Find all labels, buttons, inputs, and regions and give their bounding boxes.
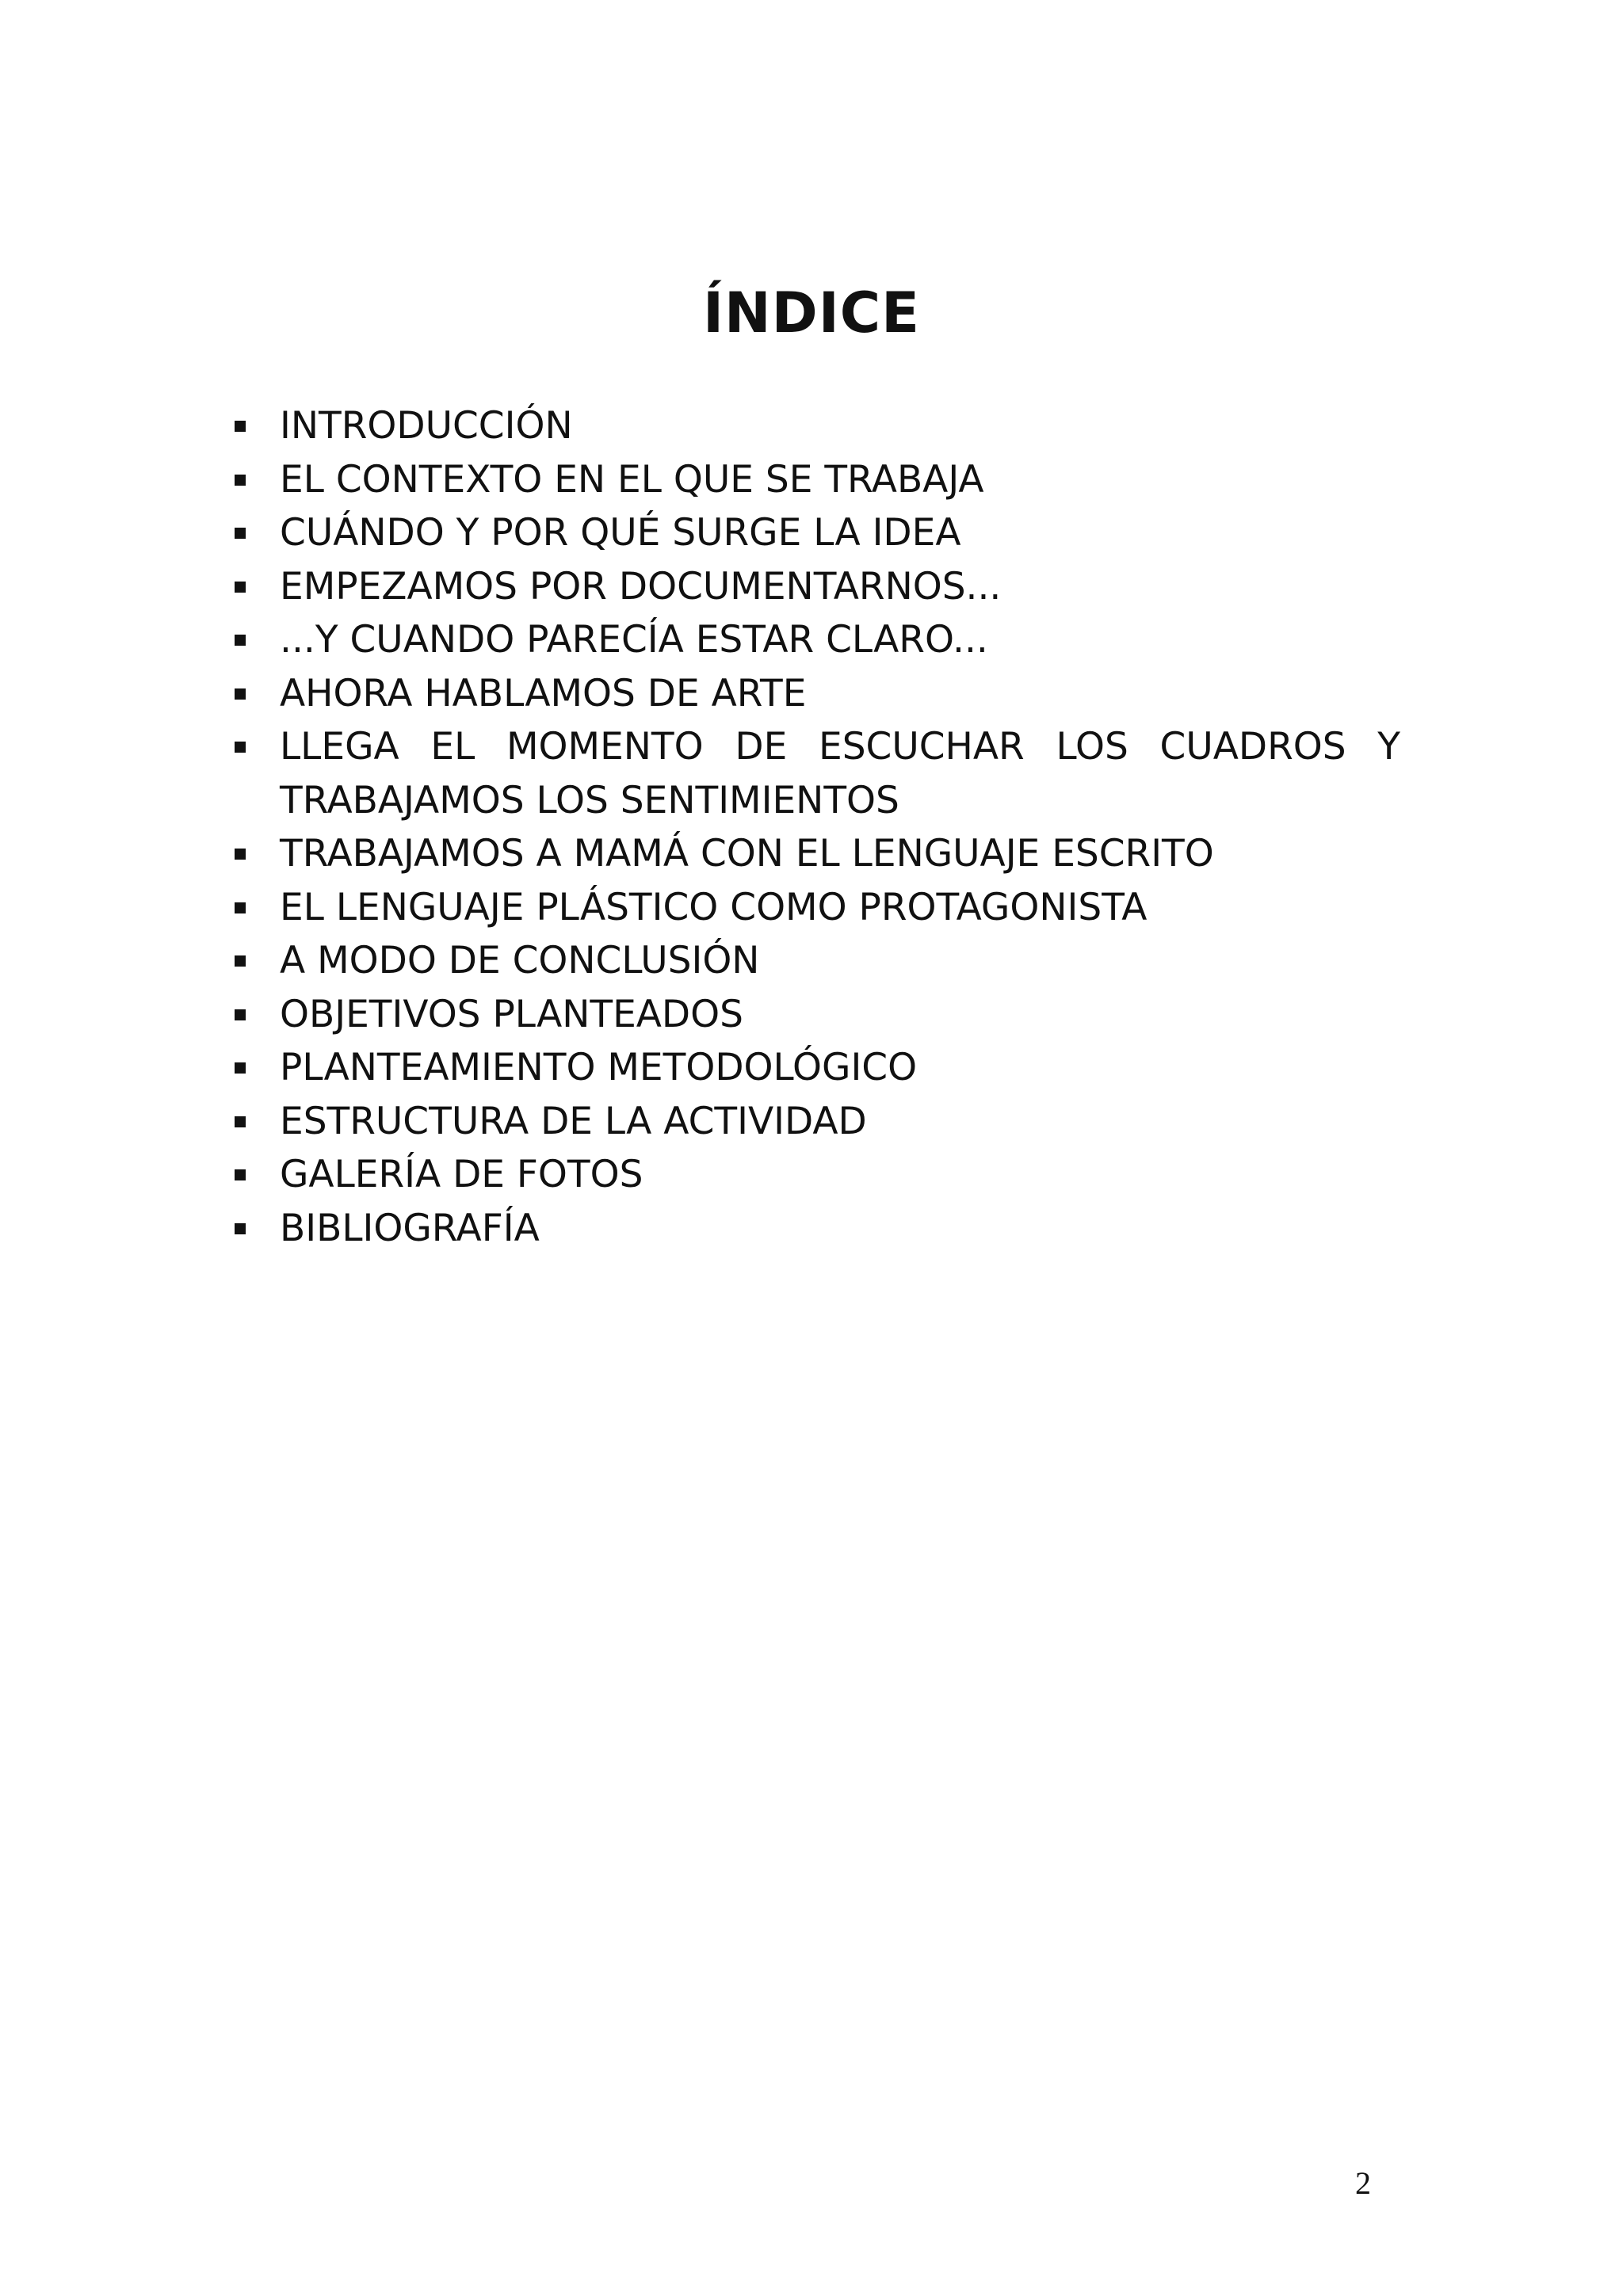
square-bullet-icon (235, 742, 246, 753)
toc-item (227, 1041, 1400, 1095)
page-number: 2 (1355, 2165, 1371, 2201)
toc-item-label: BIBLIOGRAFÍA (280, 1206, 540, 1250)
toc-item-label: CUÁNDO Y POR QUÉ SURGE LA IDEA (280, 511, 961, 555)
square-bullet-icon (235, 1116, 246, 1127)
toc-item (227, 1095, 1400, 1149)
toc-item-label: AHORA HABLAMOS DE ARTE (280, 671, 807, 715)
toc-item-label: TRABAJAMOS A MAMÁ CON EL LENGUAJE ESCRITO (280, 832, 1214, 875)
square-bullet-icon (235, 528, 246, 539)
toc-item-label: EMPEZAMOS POR DOCUMENTARNOS... (280, 564, 1002, 608)
toc-item-label: EL CONTEXTO EN EL QUE SE TRABAJA (280, 457, 984, 502)
toc-item-label: EL LENGUAJE PLÁSTICO COMO PROTAGONISTA (280, 885, 1148, 929)
square-bullet-icon (235, 1009, 246, 1020)
toc-item (227, 988, 1400, 1042)
square-bullet-icon (235, 902, 246, 913)
toc-item (227, 1202, 1400, 1256)
toc-item (227, 506, 1400, 560)
table-of-contents (227, 399, 1400, 1255)
square-bullet-icon (235, 1062, 246, 1074)
toc-item-label: PLANTEAMIENTO METODOLÓGICO (280, 1046, 918, 1089)
toc-item-label: INTRODUCCIÓN (280, 404, 573, 448)
page-title: ÍNDICE (703, 280, 920, 345)
toc-item (227, 613, 1400, 667)
toc-item (227, 667, 1400, 721)
toc-item-label: OBJETIVOS PLANTEADOS (280, 992, 743, 1036)
toc-item (227, 720, 1400, 827)
toc-item-label: LLEGA EL MOMENTO DE ESCUCHAR LOS CUADROS Y TRABAJAMOS LOS SENTIMIENTOS (280, 725, 1400, 822)
square-bullet-icon (235, 475, 246, 486)
toc-item-label: ...Y CUANDO PARECÍA ESTAR CLARO... (280, 618, 988, 662)
toc-item (227, 399, 1400, 453)
toc-item-label: GALERÍA DE FOTOS (280, 1153, 643, 1196)
toc-item (227, 453, 1400, 507)
square-bullet-icon (235, 635, 246, 646)
square-bullet-icon (235, 849, 246, 860)
square-bullet-icon (235, 582, 246, 593)
toc-item-label: A MODO DE CONCLUSIÓN (280, 939, 760, 982)
square-bullet-icon (235, 421, 246, 432)
square-bullet-icon (235, 955, 246, 967)
square-bullet-icon (235, 1223, 246, 1234)
toc-item (227, 827, 1400, 881)
toc-item (227, 560, 1400, 614)
square-bullet-icon (235, 1169, 246, 1180)
toc-item (227, 1148, 1400, 1202)
toc-item (227, 881, 1400, 935)
toc-item (227, 934, 1400, 988)
toc-item-label: ESTRUCTURA DE LA ACTIVIDAD (280, 1099, 867, 1143)
square-bullet-icon (235, 688, 246, 700)
